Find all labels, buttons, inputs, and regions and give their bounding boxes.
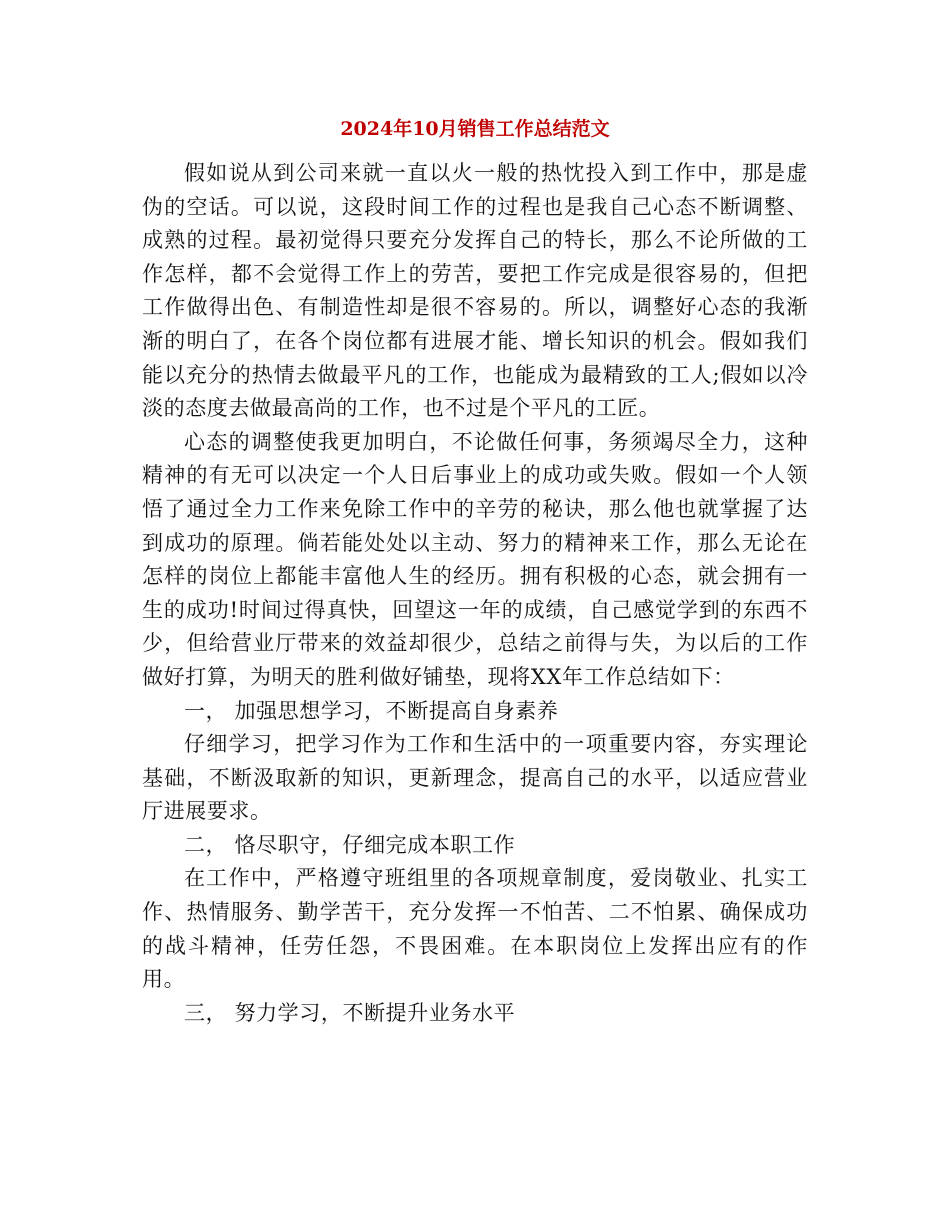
paragraph-section-1: 仔细学习，把学习作为工作和生活中的一项重要内容，夯实理论基础，不断汲取新的知识，更新理念，提高自己的水平，以适应营业厅进展要求。 <box>142 732 808 824</box>
document-title: 2024年10月销售工作总结范文 <box>340 118 610 140</box>
section-heading-3: 三， 努力学习，不断提升业务水平 <box>184 1000 516 1025</box>
paragraph-mindset: 心态的调整使我更加明白，不论做任何事，务须竭尽全力，这种精神的有无可以决定一个人日后事业上的成功或失败。假如一个人领悟了通过全力工作来免除工作中的辛劳的秘诀，那么他也就掌握了达到成功的原理。倘若能处处以主动、努力的精神来工作，那么无论在怎样的岗位上都能丰富他人生的经历。拥有积极的心态，就会拥有一生的成功!时间过得真快，回望这一年的成绩，自己感觉学到的东西不少，但给营业厅带来的效益却很少，总结之前得与失，为以后的工作做好打算，为明天的胜利做好铺垫，现将XX年工作总结如下： <box>142 429 808 689</box>
paragraph-section-2: 在工作中，严格遵守班组里的各项规章制度，爱岗敬业、扎实工作、热情服务、勤学苦干，充分发挥一不怕苦、二不怕累、确保成功的战斗精神，任劳任怨，不畏困难。在本职岗位上发挥出应有的作用。 <box>142 866 808 992</box>
section-heading-2: 二， 恪尽职守，仔细完成本职工作 <box>184 832 516 857</box>
paragraph-intro: 假如说从到公司来就一直以火一般的热忱投入到工作中，那是虚伪的空话。可以说，这段时间工作的过程也是我自己心态不断调整、成熟的过程。最初觉得只要充分发挥自己的特长，那么不论所做的工作怎样，都不会觉得工作上的劳苦，要把工作完成是很容易的，但把工作做得出色、有制造性却是很不容易的。所以，调整好心态的我渐渐的明白了，在各个岗位都有进展才能、增长知识的机会。假如我们能以充分的热情去做最平凡的工作，也能成为最精致的工人;假如以冷淡的态度去做最高尚的工作，也不过是个平凡的工匠。 <box>142 161 808 421</box>
document-body <box>142 157 808 1030</box>
section-heading-1: 一， 加强思想学习，不断提高自身素养 <box>184 698 559 723</box>
